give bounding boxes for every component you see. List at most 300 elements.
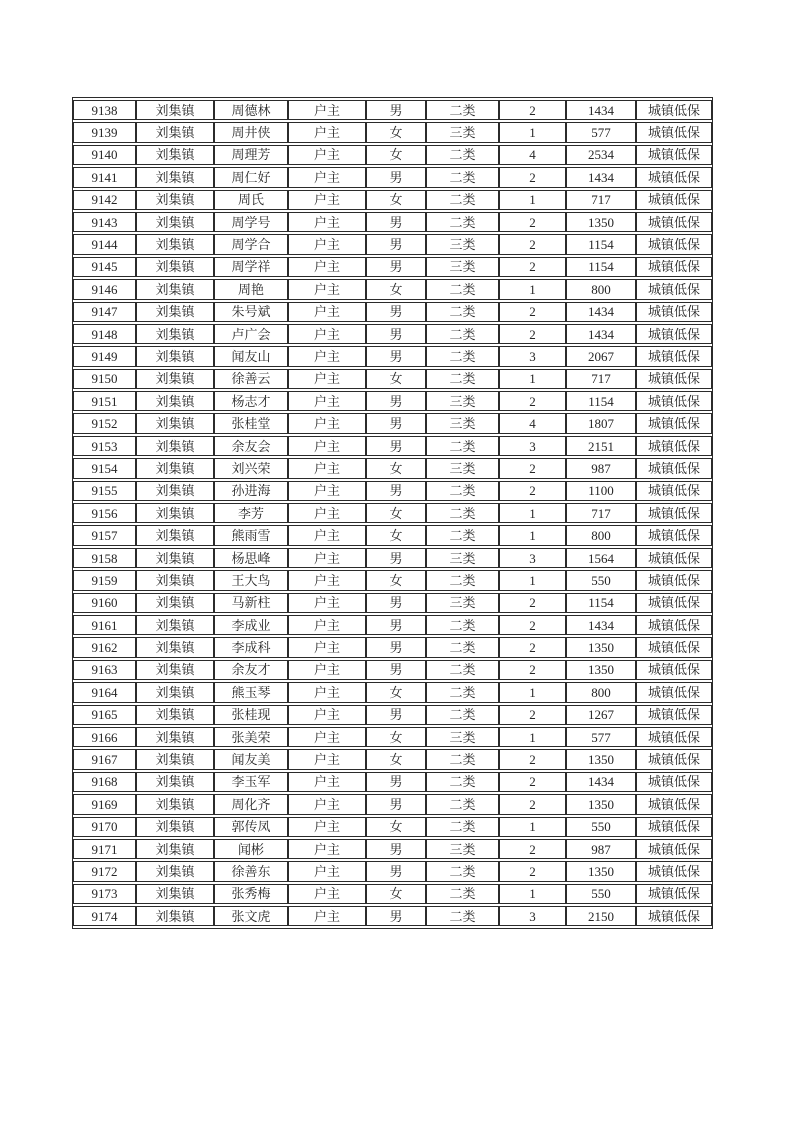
cell-householder_relation: 户主 (288, 884, 366, 904)
cell-town: 刘集镇 (136, 660, 214, 680)
cell-town: 刘集镇 (136, 458, 214, 478)
cell-serial_no: 9158 (73, 548, 136, 568)
cell-town: 刘集镇 (136, 525, 214, 545)
cell-household_size: 2 (499, 660, 566, 680)
cell-gender: 男 (366, 436, 426, 456)
cell-town: 刘集镇 (136, 481, 214, 501)
cell-household_size: 1 (499, 525, 566, 545)
cell-gender: 女 (366, 817, 426, 837)
cell-category: 三类 (426, 548, 499, 568)
cell-town: 刘集镇 (136, 122, 214, 142)
cell-amount: 800 (566, 525, 636, 545)
cell-householder_relation: 户主 (288, 548, 366, 568)
cell-householder_relation: 户主 (288, 772, 366, 792)
cell-serial_no: 9152 (73, 413, 136, 433)
cell-welfare_type: 城镇低保 (636, 682, 712, 702)
cell-amount: 550 (566, 884, 636, 904)
cell-category: 二类 (426, 660, 499, 680)
cell-name: 张美荣 (214, 727, 288, 747)
cell-householder_relation: 户主 (288, 503, 366, 523)
cell-household_size: 2 (499, 481, 566, 501)
cell-householder_relation: 户主 (288, 436, 366, 456)
cell-household_size: 1 (499, 279, 566, 299)
cell-amount: 987 (566, 458, 636, 478)
cell-gender: 女 (366, 458, 426, 478)
cell-gender: 女 (366, 525, 426, 545)
cell-category: 二类 (426, 906, 499, 926)
cell-household_size: 1 (499, 369, 566, 389)
cell-welfare_type: 城镇低保 (636, 436, 712, 456)
cell-town: 刘集镇 (136, 190, 214, 210)
cell-name: 李成业 (214, 615, 288, 635)
cell-householder_relation: 户主 (288, 682, 366, 702)
cell-category: 二类 (426, 436, 499, 456)
cell-name: 余友会 (214, 436, 288, 456)
cell-serial_no: 9171 (73, 839, 136, 859)
cell-amount: 1564 (566, 548, 636, 568)
cell-amount: 2067 (566, 346, 636, 366)
table-row (73, 145, 712, 165)
table-row (73, 839, 712, 859)
cell-name: 周德林 (214, 100, 288, 120)
cell-amount: 2151 (566, 436, 636, 456)
cell-serial_no: 9143 (73, 212, 136, 232)
table-row (73, 324, 712, 344)
cell-category: 二类 (426, 772, 499, 792)
cell-welfare_type: 城镇低保 (636, 548, 712, 568)
cell-serial_no: 9148 (73, 324, 136, 344)
cell-serial_no: 9146 (73, 279, 136, 299)
cell-welfare_type: 城镇低保 (636, 257, 712, 277)
cell-household_size: 2 (499, 749, 566, 769)
cell-town: 刘集镇 (136, 503, 214, 523)
cell-household_size: 3 (499, 548, 566, 568)
cell-gender: 男 (366, 391, 426, 411)
table-row (73, 772, 712, 792)
cell-household_size: 2 (499, 637, 566, 657)
cell-welfare_type: 城镇低保 (636, 190, 712, 210)
cell-householder_relation: 户主 (288, 906, 366, 926)
cell-gender: 男 (366, 660, 426, 680)
cell-amount: 1154 (566, 391, 636, 411)
cell-welfare_type: 城镇低保 (636, 817, 712, 837)
cell-household_size: 1 (499, 884, 566, 904)
cell-household_size: 2 (499, 593, 566, 613)
cell-category: 二类 (426, 570, 499, 590)
cell-gender: 女 (366, 570, 426, 590)
cell-household_size: 2 (499, 794, 566, 814)
cell-household_size: 3 (499, 906, 566, 926)
cell-name: 周艳 (214, 279, 288, 299)
cell-amount: 1350 (566, 212, 636, 232)
cell-town: 刘集镇 (136, 346, 214, 366)
table-row (73, 682, 712, 702)
cell-serial_no: 9144 (73, 234, 136, 254)
cell-amount: 1350 (566, 794, 636, 814)
table-row (73, 391, 712, 411)
cell-gender: 男 (366, 861, 426, 881)
cell-household_size: 1 (499, 122, 566, 142)
cell-name: 周井侠 (214, 122, 288, 142)
cell-category: 二类 (426, 324, 499, 344)
cell-amount: 1434 (566, 302, 636, 322)
cell-gender: 男 (366, 839, 426, 859)
cell-householder_relation: 户主 (288, 615, 366, 635)
cell-name: 李成科 (214, 637, 288, 657)
cell-amount: 1434 (566, 100, 636, 120)
cell-gender: 男 (366, 257, 426, 277)
cell-name: 杨思峰 (214, 548, 288, 568)
cell-serial_no: 9163 (73, 660, 136, 680)
table-row (73, 727, 712, 747)
cell-household_size: 1 (499, 682, 566, 702)
cell-category: 二类 (426, 346, 499, 366)
cell-amount: 1154 (566, 593, 636, 613)
table-row (73, 817, 712, 837)
cell-welfare_type: 城镇低保 (636, 346, 712, 366)
cell-name: 刘兴荣 (214, 458, 288, 478)
cell-welfare_type: 城镇低保 (636, 279, 712, 299)
cell-serial_no: 9161 (73, 615, 136, 635)
cell-name: 徐善东 (214, 861, 288, 881)
table-row (73, 413, 712, 433)
cell-town: 刘集镇 (136, 705, 214, 725)
cell-welfare_type: 城镇低保 (636, 705, 712, 725)
cell-gender: 男 (366, 548, 426, 568)
cell-serial_no: 9159 (73, 570, 136, 590)
cell-welfare_type: 城镇低保 (636, 458, 712, 478)
cell-welfare_type: 城镇低保 (636, 391, 712, 411)
cell-serial_no: 9141 (73, 167, 136, 187)
cell-gender: 男 (366, 705, 426, 725)
cell-householder_relation: 户主 (288, 413, 366, 433)
cell-amount: 1434 (566, 772, 636, 792)
cell-name: 郭传凤 (214, 817, 288, 837)
cell-amount: 550 (566, 817, 636, 837)
table-row (73, 884, 712, 904)
cell-gender: 女 (366, 122, 426, 142)
table-row (73, 481, 712, 501)
cell-town: 刘集镇 (136, 436, 214, 456)
cell-household_size: 2 (499, 861, 566, 881)
table-row (73, 122, 712, 142)
cell-serial_no: 9169 (73, 794, 136, 814)
cell-name: 杨志才 (214, 391, 288, 411)
cell-householder_relation: 户主 (288, 324, 366, 344)
cell-household_size: 4 (499, 413, 566, 433)
cell-amount: 1434 (566, 324, 636, 344)
cell-serial_no: 9149 (73, 346, 136, 366)
cell-household_size: 2 (499, 839, 566, 859)
cell-welfare_type: 城镇低保 (636, 324, 712, 344)
cell-householder_relation: 户主 (288, 637, 366, 657)
cell-welfare_type: 城镇低保 (636, 122, 712, 142)
cell-welfare_type: 城镇低保 (636, 234, 712, 254)
cell-serial_no: 9162 (73, 637, 136, 657)
cell-serial_no: 9139 (73, 122, 136, 142)
cell-category: 二类 (426, 637, 499, 657)
cell-gender: 男 (366, 593, 426, 613)
cell-category: 二类 (426, 615, 499, 635)
cell-householder_relation: 户主 (288, 122, 366, 142)
cell-serial_no: 9142 (73, 190, 136, 210)
cell-category: 三类 (426, 727, 499, 747)
cell-town: 刘集镇 (136, 772, 214, 792)
cell-household_size: 2 (499, 234, 566, 254)
cell-householder_relation: 户主 (288, 861, 366, 881)
cell-category: 二类 (426, 100, 499, 120)
cell-serial_no: 9154 (73, 458, 136, 478)
cell-gender: 女 (366, 279, 426, 299)
cell-welfare_type: 城镇低保 (636, 302, 712, 322)
cell-town: 刘集镇 (136, 794, 214, 814)
cell-householder_relation: 户主 (288, 839, 366, 859)
cell-town: 刘集镇 (136, 749, 214, 769)
table-row (73, 794, 712, 814)
table-row (73, 637, 712, 657)
cell-gender: 男 (366, 637, 426, 657)
cell-name: 余友才 (214, 660, 288, 680)
table-row (73, 615, 712, 635)
cell-name: 闻友山 (214, 346, 288, 366)
cell-welfare_type: 城镇低保 (636, 481, 712, 501)
cell-householder_relation: 户主 (288, 234, 366, 254)
cell-welfare_type: 城镇低保 (636, 145, 712, 165)
cell-name: 周理芳 (214, 145, 288, 165)
cell-gender: 女 (366, 749, 426, 769)
cell-town: 刘集镇 (136, 615, 214, 635)
cell-name: 周化齐 (214, 794, 288, 814)
table-row (73, 302, 712, 322)
cell-householder_relation: 户主 (288, 190, 366, 210)
cell-gender: 男 (366, 615, 426, 635)
cell-welfare_type: 城镇低保 (636, 772, 712, 792)
welfare-recipients-table (72, 97, 713, 929)
cell-category: 三类 (426, 593, 499, 613)
cell-amount: 717 (566, 190, 636, 210)
cell-category: 二类 (426, 817, 499, 837)
cell-category: 二类 (426, 749, 499, 769)
cell-name: 李玉军 (214, 772, 288, 792)
cell-gender: 男 (366, 100, 426, 120)
cell-gender: 女 (366, 682, 426, 702)
cell-household_size: 2 (499, 458, 566, 478)
cell-town: 刘集镇 (136, 570, 214, 590)
cell-welfare_type: 城镇低保 (636, 861, 712, 881)
cell-category: 二类 (426, 861, 499, 881)
cell-serial_no: 9160 (73, 593, 136, 613)
table-row (73, 167, 712, 187)
cell-welfare_type: 城镇低保 (636, 615, 712, 635)
cell-household_size: 2 (499, 615, 566, 635)
cell-household_size: 2 (499, 257, 566, 277)
table-row (73, 346, 712, 366)
cell-householder_relation: 户主 (288, 525, 366, 545)
cell-category: 二类 (426, 705, 499, 725)
cell-name: 李芳 (214, 503, 288, 523)
cell-amount: 577 (566, 122, 636, 142)
cell-gender: 男 (366, 346, 426, 366)
cell-category: 三类 (426, 458, 499, 478)
cell-category: 三类 (426, 234, 499, 254)
cell-serial_no: 9147 (73, 302, 136, 322)
cell-amount: 1434 (566, 615, 636, 635)
cell-householder_relation: 户主 (288, 481, 366, 501)
cell-householder_relation: 户主 (288, 817, 366, 837)
cell-name: 张文虎 (214, 906, 288, 926)
cell-town: 刘集镇 (136, 884, 214, 904)
cell-name: 张秀梅 (214, 884, 288, 904)
cell-category: 二类 (426, 145, 499, 165)
cell-welfare_type: 城镇低保 (636, 100, 712, 120)
table-row (73, 749, 712, 769)
cell-household_size: 2 (499, 212, 566, 232)
cell-gender: 男 (366, 167, 426, 187)
cell-name: 熊雨雪 (214, 525, 288, 545)
cell-serial_no: 9164 (73, 682, 136, 702)
cell-name: 闻彬 (214, 839, 288, 859)
cell-household_size: 1 (499, 817, 566, 837)
cell-name: 周学号 (214, 212, 288, 232)
cell-household_size: 2 (499, 302, 566, 322)
cell-town: 刘集镇 (136, 391, 214, 411)
cell-welfare_type: 城镇低保 (636, 884, 712, 904)
cell-name: 周氏 (214, 190, 288, 210)
cell-category: 三类 (426, 122, 499, 142)
cell-town: 刘集镇 (136, 906, 214, 926)
cell-town: 刘集镇 (136, 548, 214, 568)
cell-amount: 1350 (566, 749, 636, 769)
cell-town: 刘集镇 (136, 637, 214, 657)
cell-serial_no: 9174 (73, 906, 136, 926)
cell-category: 二类 (426, 503, 499, 523)
cell-amount: 1350 (566, 637, 636, 657)
cell-welfare_type: 城镇低保 (636, 369, 712, 389)
cell-serial_no: 9173 (73, 884, 136, 904)
cell-householder_relation: 户主 (288, 167, 366, 187)
cell-welfare_type: 城镇低保 (636, 593, 712, 613)
cell-amount: 1154 (566, 257, 636, 277)
cell-town: 刘集镇 (136, 682, 214, 702)
cell-town: 刘集镇 (136, 839, 214, 859)
table-row (73, 190, 712, 210)
cell-amount: 987 (566, 839, 636, 859)
table-body (73, 100, 712, 926)
cell-serial_no: 9165 (73, 705, 136, 725)
cell-householder_relation: 户主 (288, 257, 366, 277)
table-row (73, 906, 712, 926)
cell-town: 刘集镇 (136, 212, 214, 232)
cell-name: 马新柱 (214, 593, 288, 613)
cell-welfare_type: 城镇低保 (636, 503, 712, 523)
cell-town: 刘集镇 (136, 413, 214, 433)
cell-gender: 女 (366, 503, 426, 523)
cell-welfare_type: 城镇低保 (636, 727, 712, 747)
cell-household_size: 4 (499, 145, 566, 165)
cell-gender: 男 (366, 481, 426, 501)
cell-category: 二类 (426, 190, 499, 210)
cell-serial_no: 9150 (73, 369, 136, 389)
cell-serial_no: 9151 (73, 391, 136, 411)
table-row (73, 548, 712, 568)
cell-householder_relation: 户主 (288, 391, 366, 411)
cell-gender: 男 (366, 906, 426, 926)
cell-amount: 1267 (566, 705, 636, 725)
cell-household_size: 1 (499, 503, 566, 523)
cell-name: 周学合 (214, 234, 288, 254)
table-row (73, 234, 712, 254)
cell-town: 刘集镇 (136, 593, 214, 613)
cell-household_size: 2 (499, 705, 566, 725)
table-row (73, 212, 712, 232)
cell-serial_no: 9167 (73, 749, 136, 769)
cell-serial_no: 9170 (73, 817, 136, 837)
cell-town: 刘集镇 (136, 369, 214, 389)
cell-welfare_type: 城镇低保 (636, 660, 712, 680)
cell-welfare_type: 城镇低保 (636, 839, 712, 859)
cell-serial_no: 9156 (73, 503, 136, 523)
cell-town: 刘集镇 (136, 302, 214, 322)
cell-amount: 1807 (566, 413, 636, 433)
cell-householder_relation: 户主 (288, 570, 366, 590)
cell-amount: 1350 (566, 660, 636, 680)
cell-gender: 女 (366, 145, 426, 165)
cell-household_size: 2 (499, 100, 566, 120)
cell-householder_relation: 户主 (288, 145, 366, 165)
cell-amount: 2534 (566, 145, 636, 165)
cell-town: 刘集镇 (136, 145, 214, 165)
table-row (73, 503, 712, 523)
cell-serial_no: 9168 (73, 772, 136, 792)
cell-serial_no: 9138 (73, 100, 136, 120)
table-row (73, 458, 712, 478)
cell-town: 刘集镇 (136, 167, 214, 187)
cell-gender: 男 (366, 324, 426, 344)
cell-householder_relation: 户主 (288, 660, 366, 680)
cell-category: 二类 (426, 279, 499, 299)
cell-amount: 1350 (566, 861, 636, 881)
table-row (73, 436, 712, 456)
cell-household_size: 1 (499, 570, 566, 590)
cell-householder_relation: 户主 (288, 794, 366, 814)
cell-category: 二类 (426, 525, 499, 545)
cell-householder_relation: 户主 (288, 369, 366, 389)
cell-town: 刘集镇 (136, 817, 214, 837)
cell-welfare_type: 城镇低保 (636, 906, 712, 926)
table-row (73, 660, 712, 680)
cell-serial_no: 9153 (73, 436, 136, 456)
cell-gender: 女 (366, 369, 426, 389)
cell-town: 刘集镇 (136, 324, 214, 344)
cell-household_size: 3 (499, 346, 566, 366)
cell-household_size: 1 (499, 727, 566, 747)
cell-category: 三类 (426, 839, 499, 859)
cell-serial_no: 9157 (73, 525, 136, 545)
cell-town: 刘集镇 (136, 257, 214, 277)
cell-household_size: 2 (499, 324, 566, 344)
cell-household_size: 2 (499, 167, 566, 187)
cell-householder_relation: 户主 (288, 279, 366, 299)
cell-town: 刘集镇 (136, 234, 214, 254)
cell-category: 二类 (426, 794, 499, 814)
cell-name: 张桂堂 (214, 413, 288, 433)
cell-welfare_type: 城镇低保 (636, 794, 712, 814)
cell-gender: 男 (366, 234, 426, 254)
table-row (73, 570, 712, 590)
cell-welfare_type: 城镇低保 (636, 525, 712, 545)
cell-category: 二类 (426, 682, 499, 702)
cell-household_size: 2 (499, 772, 566, 792)
